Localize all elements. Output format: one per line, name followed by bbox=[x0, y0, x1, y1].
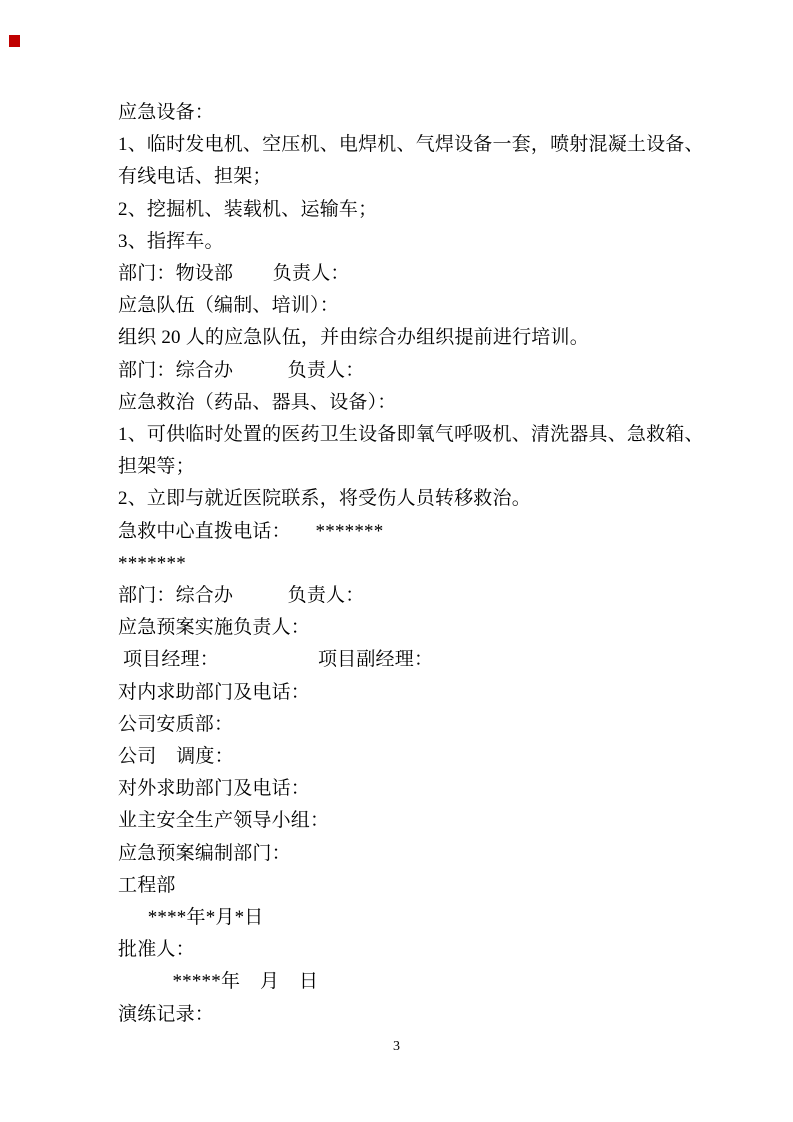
doc-line-owner-safety-group: 业主安全生产领导小组： bbox=[118, 810, 330, 832]
doc-line-equipment-item-1-cont: 有线电话、担架； bbox=[118, 166, 272, 188]
doc-line-phone-cont: ******* bbox=[118, 552, 186, 574]
doc-line-equipment-item-2: 2、挖掘机、装载机、运输车； bbox=[118, 198, 378, 220]
doc-line-project-managers: 项目经理： 项目副经理： bbox=[118, 649, 434, 671]
doc-line-equipment-item-1: 1、临时发电机、空压机、电焊机、气焊设备一套，喷射混凝土设备、 bbox=[118, 134, 704, 156]
doc-line-dept-general-office-1: 部门：综合办 负责人： bbox=[118, 359, 365, 381]
doc-line-internal-help-heading: 对内求助部门及电话： bbox=[118, 681, 311, 703]
doc-line-approver: 批准人： bbox=[118, 939, 195, 961]
doc-line-approval-date: *****年 月 日 bbox=[118, 971, 319, 993]
doc-line-emergency-phone: 急救中心直拨电话： ******* bbox=[118, 520, 384, 542]
doc-line-engineering-dept: 工程部 bbox=[118, 874, 176, 896]
doc-line-team-organization: 组织 20 人的应急队伍，并由综合办组织提前进行培训。 bbox=[118, 327, 589, 349]
doc-line-emergency-equipment-heading: 应急设备： bbox=[118, 102, 215, 123]
doc-line-drill-record-heading: 演练记录： bbox=[118, 1003, 215, 1025]
doc-line-dept-general-office-2: 部门：综合办 负责人： bbox=[118, 585, 365, 607]
red-corner-marker bbox=[9, 35, 20, 47]
doc-line-treatment-item-2: 2、立即与就近医院联系，将受伤人员转移救治。 bbox=[118, 488, 531, 510]
doc-line-emergency-treatment-heading: 应急救治（药品、器具、设备）： bbox=[118, 391, 397, 413]
doc-line-external-help-heading: 对外求助部门及电话： bbox=[118, 778, 311, 800]
document-body bbox=[118, 97, 718, 1031]
doc-line-treatment-item-1-cont: 担架等； bbox=[118, 456, 195, 478]
doc-line-emergency-team-heading: 应急队伍（编制、培训）： bbox=[118, 295, 339, 317]
doc-line-company-dispatch: 公司 调度： bbox=[118, 746, 234, 768]
doc-line-dept-materials: 部门：物设部 负责人： bbox=[118, 263, 350, 285]
doc-line-compile-date: ****年*月*日 bbox=[118, 907, 264, 929]
doc-line-plan-implementation-heading: 应急预案实施负责人： bbox=[118, 617, 311, 639]
doc-line-plan-compiling-dept-heading: 应急预案编制部门： bbox=[118, 842, 291, 864]
doc-line-treatment-item-1: 1、可供临时处置的医药卫生设备即氧气呼吸机、清洗器具、急救箱、 bbox=[118, 424, 704, 446]
doc-line-equipment-item-3: 3、指挥车。 bbox=[118, 230, 224, 252]
doc-line-company-safety-dept: 公司安质部： bbox=[118, 713, 234, 735]
page-number: 3 bbox=[393, 1039, 400, 1054]
